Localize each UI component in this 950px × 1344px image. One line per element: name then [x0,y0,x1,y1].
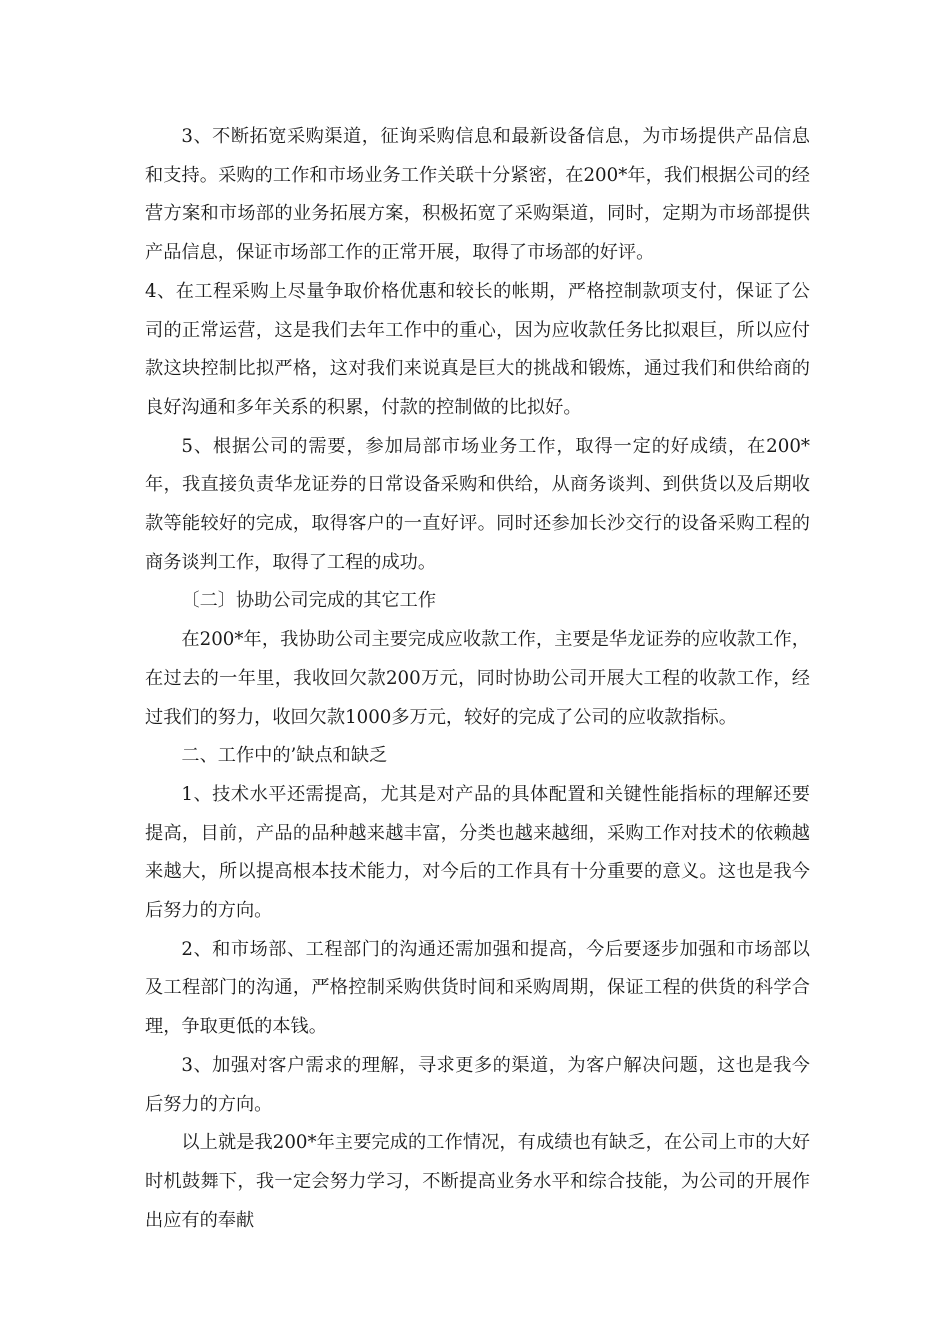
document-page [145,118,810,1240]
paragraph-technical-level: 1、技术水平还需提高，尤其是对产品的具体配置和关键性能指标的理解还要提高，目前，产品的品种越来越丰富，分类也越来越细，采购工作对技术的依赖越来越大，所以提高根本技术能力，对今后的工作具有十分重要的意义。这也是我今后努力的方向。 [145,783,810,922]
paragraph-receivables: 在200*年，我协助公司主要完成应收款工作，主要是华龙证券的应收款工作，在过去的一年里，我收回欠款200万元，同时协助公司开展大工程的收款工作，经过我们的努力，收回欠款1000多万元，较好的完成了公司的应收款指标。 [145,629,810,728]
section-heading-shortcomings: 二、工作中的’缺点和缺乏 [181,745,388,767]
paragraph-conclusion: 以上就是我200*年主要完成的工作情况，有成绩也有缺乏，在公司上市的大好时机鼓舞下，我一定会努力学习，不断提高业务水平和综合技能，为公司的开展作出应有的奉献 [145,1132,810,1231]
paragraph-communication: 2、和市场部、工程部门的沟通还需加强和提高，今后要逐步加强和市场部以及工程部门的沟通，严格控制采购供货时间和采购周期，保证工程的供货的科学合理，争取更低的本钱。 [145,938,810,1038]
section-heading-other-work: 〔二〕协助公司完成的其它工作 [181,590,437,612]
paragraph-engineering-procurement: 4、在工程采购上尽量争取价格优惠和较长的帐期，严格控制款项支付，保证了公司的正常运营，这是我们去年工作中的重心，因为应收款任务比拟艰巨，所以应付款这块控制比拟严格，这对我们来说真是巨大的挑战和锻炼，通过我们和供给商的良好沟通和多年关系的积累，付款的控制做的比拟好。 [145,280,810,418]
paragraph-purchasing-channels: 3、不断拓宽采购渠道，征询采购信息和最新设备信息，为市场提供产品信息和支持。采购的工作和市场业务工作关联十分紧密，在200*年，我们根据公司的经营方案和市场部的业务拓展方案，积极拓宽了采购渠道，同时，定期为市场部提供产品信息，保证市场部工作的正常开展，取得了市场部的好评。 [145,126,810,264]
paragraph-customer-needs: 3、加强对客户需求的理解，寻求更多的渠道，为客户解决问题，这也是我今后努力的方向。 [145,1054,810,1115]
paragraph-market-business: 5、根据公司的需要，参加局部市场业务工作，取得一定的好成绩，在200*年，我直接负责华龙证券的日常设备采购和供给，从商务谈判、到供货以及后期收款等能较好的完成，取得客户的一直好评。同时还参加长沙交行的设备采购工程的商务谈判工作，取得了工程的成功。 [145,435,810,573]
